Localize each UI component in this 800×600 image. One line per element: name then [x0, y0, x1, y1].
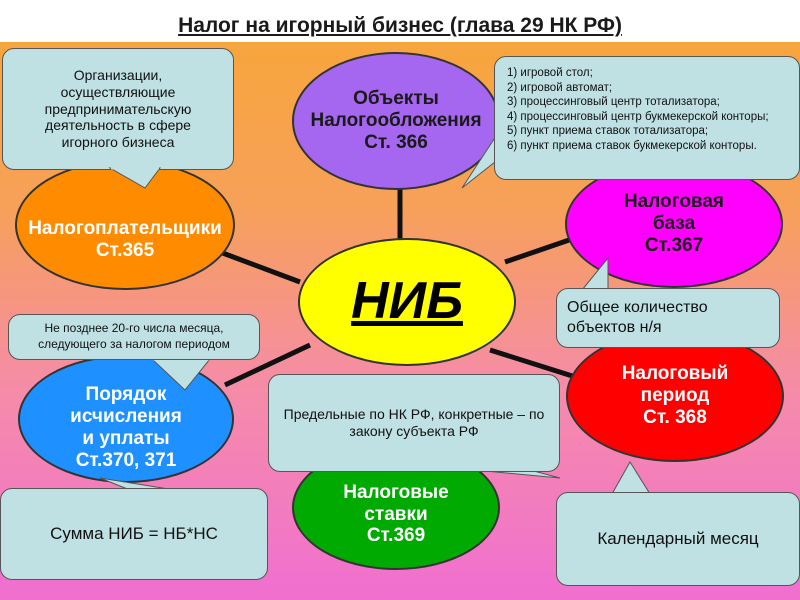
callout-payers-text: Организации, осуществляющие предпринимательскую деятельность в сфере игорного бизнеса: [44, 67, 192, 151]
callout-period-tail: [612, 462, 650, 494]
callout-base-text: Общее количество объектов н/я: [567, 299, 708, 336]
callout-period-text: Календарный месяц: [597, 529, 759, 548]
callout-deadline: [8, 314, 260, 360]
callout-deadline-tail: [152, 359, 210, 390]
center-label: НИБ: [351, 272, 463, 331]
node-objects-label: Объекты Налогообложения Ст. 366: [310, 88, 482, 153]
objects-list-item: 2) игровой автомат;: [507, 81, 613, 94]
callout-formula-text: Сумма НИБ = НБ*НС: [50, 524, 218, 543]
callout-rates-text: Предельные по НК РФ, конкретные – по закону субъекта РФ: [283, 405, 545, 439]
node-rates-label: Налоговые ставки Ст.369: [343, 481, 449, 547]
page-title: Налог на игорный бизнес (глава 29 НК РФ): [178, 14, 622, 37]
callout-base: [556, 288, 780, 348]
callout-formula: [0, 488, 268, 580]
objects-list-item: 3) процессинговый центр тотализатора;: [507, 96, 720, 109]
callout-base-tail: [582, 258, 608, 290]
callout-payers-tail: [110, 168, 160, 188]
objects-list-item: 4) процессинговый центр букмекерской конторы;: [507, 110, 769, 123]
node-period-label: Налоговый период Ст. 368: [621, 363, 729, 428]
node-payers-label: Налогоплательщики Ст.365: [28, 218, 222, 261]
node-procedure-label: Порядок исчисления и уплаты Ст.370, 371: [70, 384, 182, 471]
objects-list-item: 6) пункт приема ставок букмекерской конторы.: [507, 139, 757, 152]
callout-rates: [268, 374, 560, 472]
node-base-label: Налоговая база Ст.367: [623, 191, 725, 256]
objects-list-item: 1) игровой стол;: [507, 67, 593, 79]
callout-deadline-text: Не позднее 20-го числа месяца, следующего за налогом периодом: [38, 321, 230, 351]
callout-objects-list: [494, 56, 800, 180]
objects-list-item: 5) пункт приема ставок тотализатора;: [507, 125, 709, 138]
callout-period: [556, 492, 800, 586]
